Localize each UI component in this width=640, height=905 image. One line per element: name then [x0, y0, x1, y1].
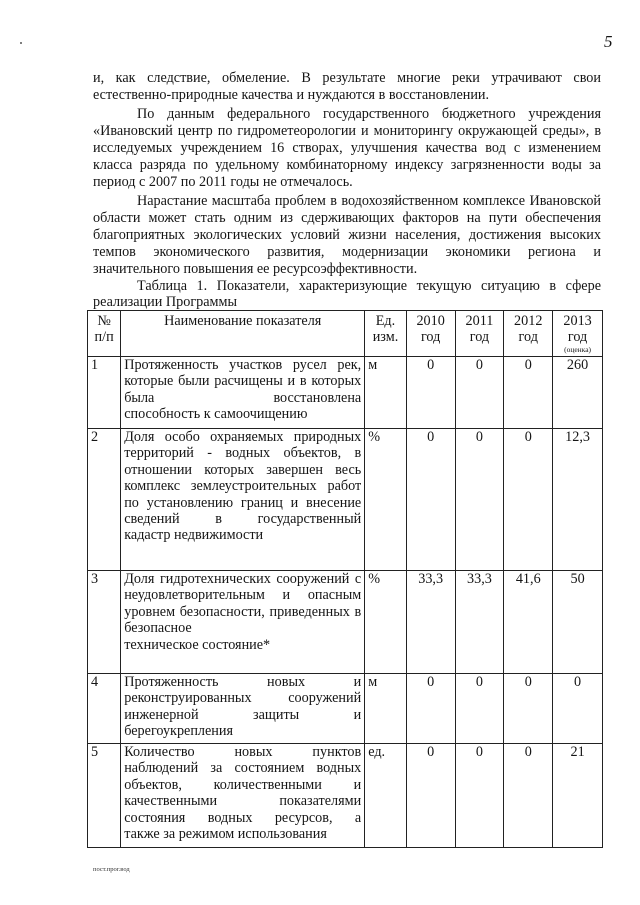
name-line: сооружений с	[276, 571, 362, 587]
table-header-row	[88, 311, 603, 357]
header-2012	[504, 311, 553, 357]
name-line: которых была восстановлена	[124, 373, 362, 406]
header-text: 2010	[416, 313, 445, 329]
row-value-2013: 50	[553, 571, 603, 674]
header-2011	[455, 311, 504, 357]
row-unit: ед.	[365, 744, 407, 848]
row-unit: м	[365, 674, 407, 744]
row-value-2012: 0	[504, 429, 553, 571]
row-name	[121, 744, 365, 848]
row-value-2013: 12,3	[553, 429, 603, 571]
scan-speck	[20, 42, 22, 44]
name-line: приведенных в безопасное	[124, 603, 362, 637]
row-value-2012: 0	[504, 744, 553, 848]
text-line: Ивановской области может стать одним из сдерживающих факторов на пути	[93, 193, 602, 226]
name-line: природных территорий - водных	[124, 429, 362, 462]
name-line: берегоукрепления	[124, 723, 234, 740]
name-line: землеустроительных работ по	[124, 478, 362, 511]
header-2013-note: (оценка)	[564, 344, 592, 354]
name-line: также за режимом использования	[124, 826, 327, 843]
row-value-2013: 21	[553, 744, 603, 848]
header-text: 2012	[514, 313, 543, 329]
text-line: загрязненности воды за период с 2007 по 2011 годы не отмечалось.	[93, 157, 602, 190]
text-line: «Ивановский центр по гидрометеорологии и мониторингу окружающей	[93, 123, 538, 139]
text-line: экономики региона и значительного повышения ее ресурсоэффективности.	[93, 244, 601, 277]
table-row	[88, 674, 603, 744]
header-text: изм.	[372, 329, 399, 346]
name-line: инженерной защиты и	[124, 706, 362, 723]
table-row	[88, 744, 603, 848]
row-value-2013: 260	[553, 357, 603, 429]
header-text: год	[567, 329, 588, 346]
header-text: год	[420, 329, 441, 346]
header-2013	[553, 311, 603, 357]
row-name	[121, 571, 365, 674]
name-line: реконструированных сооружений	[124, 690, 362, 707]
header-num	[88, 311, 121, 357]
table-caption: Таблица 1. Показатели, характеризующие текущую ситуацию в сфере реализации Программы	[93, 278, 601, 310]
name-line: Доля гидротехнических	[124, 571, 271, 587]
row-num: 5	[88, 744, 121, 848]
name-line: способность к самоочищению	[124, 406, 308, 423]
header-text: Ед.	[375, 313, 396, 329]
body-text	[93, 70, 601, 278]
name-line: завершен весь комплекс	[124, 461, 362, 495]
row-name	[121, 429, 365, 571]
row-value-2011: 0	[455, 674, 504, 744]
name-line: сведений в государственный	[124, 511, 362, 528]
name-line: неудовлетворительным и опасным	[124, 587, 362, 604]
name-line: объектов, в отношении которых	[124, 445, 362, 478]
row-value-2010: 0	[406, 357, 455, 429]
name-line: Количество новых пунктов	[124, 744, 362, 760]
row-num: 1	[88, 357, 121, 429]
paragraph-3	[93, 193, 601, 278]
table-row	[88, 571, 603, 674]
row-value-2010: 0	[406, 429, 455, 571]
row-value-2010: 0	[406, 674, 455, 744]
header-text: год	[518, 329, 538, 346]
header-text: год	[469, 329, 490, 346]
row-num: 3	[88, 571, 121, 674]
name-line: установлению границ и внесение	[146, 494, 362, 511]
text-line: и, как следствие, обмеление. В результате многие реки утрачивают свои	[93, 70, 601, 86]
row-name	[121, 357, 365, 429]
name-line: кадастр недвижимости	[124, 527, 264, 544]
name-line: Протяженность участков русел	[124, 357, 327, 373]
header-text: 2013	[563, 313, 592, 329]
row-value-2012: 41,6	[504, 571, 553, 674]
table-row	[88, 357, 603, 429]
text-line: естественно-природные качества и нуждаются в восстановлении.	[93, 87, 490, 103]
indicators-table	[87, 310, 603, 848]
text-line: обеспечения благоприятных экологических условий жизни населения,	[93, 210, 601, 243]
name-line: Доля особо охраняемых	[124, 429, 284, 445]
name-line: техническое состояние*	[124, 636, 271, 653]
text-line: достижения высоких темпов экономического развития, модернизации	[93, 227, 601, 260]
row-value-2011: 0	[455, 429, 504, 571]
row-value-2011: 0	[455, 357, 504, 429]
header-2010	[406, 311, 455, 357]
text-line: Нарастание масштаба проблем в водохозяйственном комплексе	[137, 193, 526, 209]
name-line: объектов, количественными и	[124, 776, 362, 793]
row-unit: м	[365, 357, 407, 429]
row-value-2011: 0	[455, 744, 504, 848]
name-line: наблюдений за состоянием водных	[124, 760, 362, 777]
footer-filename: пост.прог.вод	[93, 866, 130, 873]
table-row	[88, 429, 603, 571]
text-line: По данным федерального государственного бюджетного учреждения	[137, 106, 601, 122]
row-value-2012: 0	[504, 674, 553, 744]
row-num: 2	[88, 429, 121, 571]
name-line: рек, которые были расчищены и в	[124, 357, 362, 390]
header-text: 2011	[465, 313, 494, 329]
row-value-2011: 33,3	[455, 571, 504, 674]
row-value-2010: 33,3	[406, 571, 455, 674]
row-value-2013: 0	[553, 674, 603, 744]
page-number: 5	[604, 32, 613, 51]
paragraph-2	[93, 106, 601, 191]
name-line: Протяженность новых и	[124, 674, 362, 690]
row-unit: %	[365, 571, 407, 674]
text-line: среды», в исследуемых учреждением 16 створах, улучшения качества вод с	[93, 123, 602, 156]
name-line: качественными показателями	[124, 793, 362, 810]
name-line: состояния водных ресурсов, а	[124, 809, 362, 826]
header-name: Наименование показателя	[121, 311, 365, 357]
paragraph-1	[93, 70, 601, 104]
header-text: №	[97, 313, 111, 329]
row-name	[121, 674, 365, 744]
row-value-2012: 0	[504, 357, 553, 429]
header-text: п/п	[94, 329, 114, 346]
row-value-2010: 0	[406, 744, 455, 848]
row-unit: %	[365, 429, 407, 571]
row-num: 4	[88, 674, 121, 744]
header-unit	[365, 311, 407, 357]
text-line: изменением класса разряда по удельному комбинаторному индексу	[93, 140, 602, 173]
name-line: уровнем безопасности,	[124, 603, 265, 620]
